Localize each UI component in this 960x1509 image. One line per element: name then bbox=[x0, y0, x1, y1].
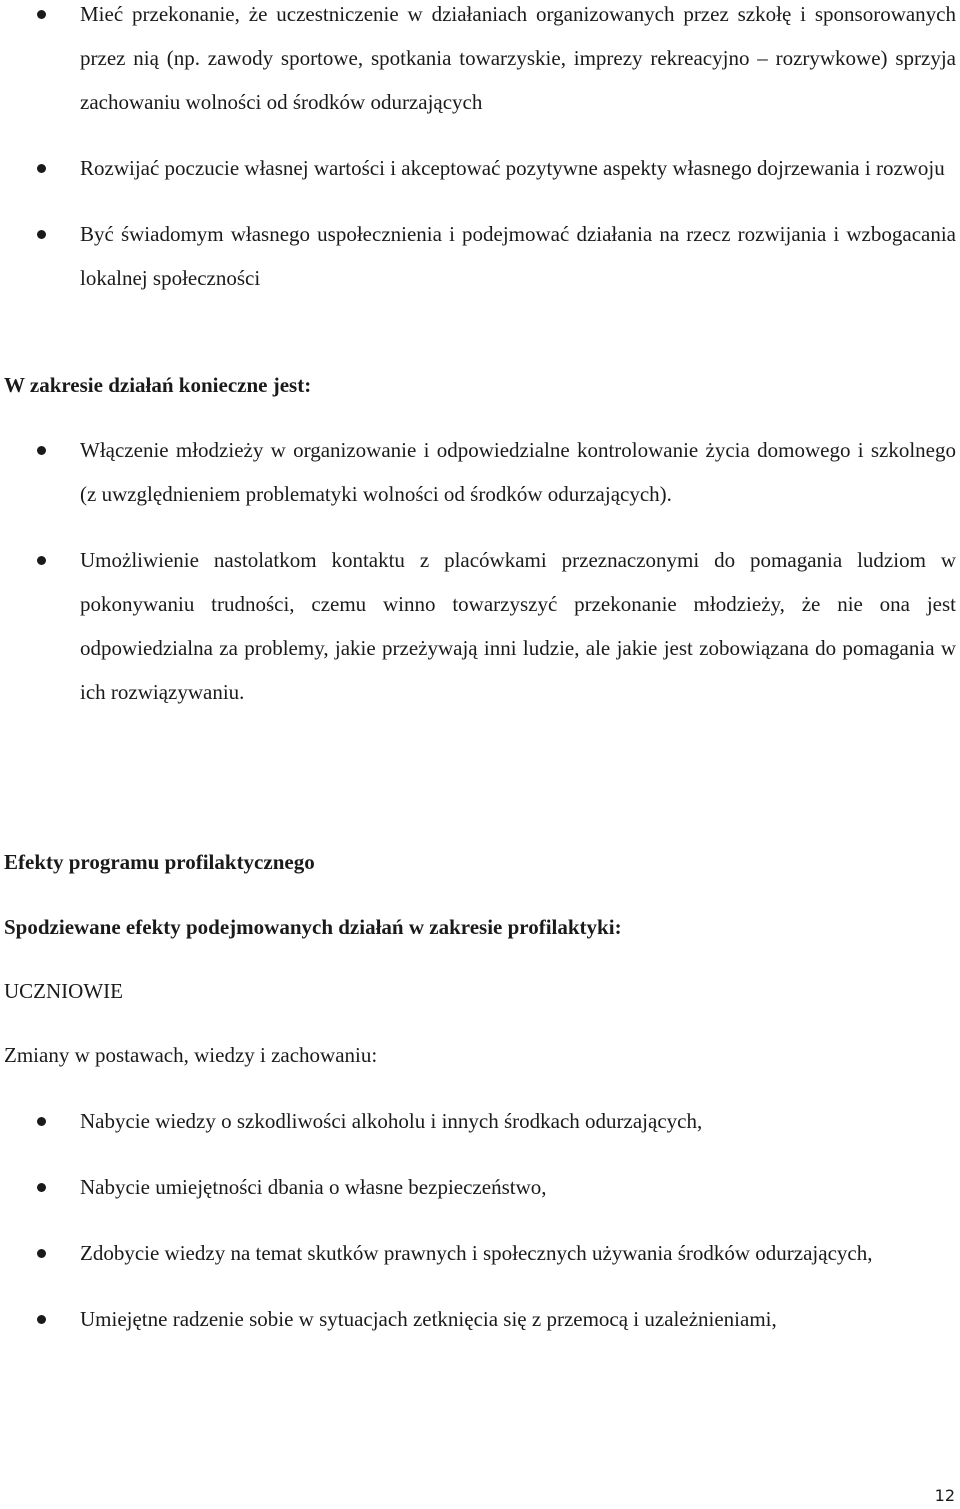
group-label-changes: Zmiany w postawach, wiedzy i zachowaniu: bbox=[4, 1043, 378, 1067]
bullet-icon bbox=[37, 1117, 46, 1126]
list-item-text: Umożliwienie nastolatkom kontaktu z placówkami przeznaczonymi do pomagania ludziom w pokonywaniu trudności, czemu winno towarzyszyć przekonanie młodzieży, że nie ona jest odpowiedzialna za problemy, jakie przeżywają inni ludzie, ale jakie jest zobowiązana do pomagania w ich rozwiązywaniu. bbox=[80, 548, 956, 704]
list-item bbox=[0, 212, 960, 300]
list-item bbox=[0, 538, 960, 714]
bullet-icon bbox=[37, 446, 46, 455]
list-item-text: Mieć przekonanie, że uczestniczenie w działaniach organizowanych przez szkołę i sponsorowanych przez nią (np. zawody sportowe, spotkania towarzyskie, imprezy rekreacyjno – rozrywkowe) sprzyja zachowaniu wolności od środków odurzających bbox=[80, 2, 956, 114]
group-label-students: UCZNIOWIE bbox=[4, 979, 123, 1003]
section-heading-effects: Efekty programu profilaktycznego bbox=[4, 850, 315, 874]
list-item bbox=[0, 1231, 960, 1275]
list-item-text: Zdobycie wiedzy na temat skutków prawnych i społecznych używania środków odurzających, bbox=[80, 1241, 873, 1265]
bullet-icon bbox=[37, 1249, 46, 1258]
bullet-icon bbox=[37, 10, 46, 19]
list-item-text: Umiejętne radzenie sobie w sytuacjach zetknięcia się z przemocą i uzależnieniami, bbox=[80, 1307, 777, 1331]
section-heading-actions: W zakresie działań konieczne jest: bbox=[4, 373, 312, 397]
bullet-list-attitudes bbox=[0, 0, 960, 300]
page-number: 12 bbox=[934, 1486, 955, 1505]
list-item-text: Nabycie umiejętności dbania o własne bezpieczeństwo, bbox=[80, 1175, 547, 1199]
bullet-icon bbox=[37, 1183, 46, 1192]
list-item bbox=[0, 146, 960, 190]
bullet-icon bbox=[37, 164, 46, 173]
list-item-text: Być świadomym własnego uspołecznienia i podejmować działania na rzecz rozwijania i wzbogacania lokalnej społeczności bbox=[80, 222, 956, 290]
bullet-icon bbox=[37, 556, 46, 565]
bullet-list-effects bbox=[0, 1099, 960, 1341]
list-item bbox=[0, 1099, 960, 1143]
list-item bbox=[0, 1165, 960, 1209]
list-item-text: Włączenie młodzieży w organizowanie i odpowiedzialne kontrolowanie życia domowego i szkolnego (z uwzględnieniem problematyki wolności od środków odurzających). bbox=[80, 438, 956, 506]
bullet-icon bbox=[37, 1315, 46, 1324]
list-item-text: Rozwijać poczucie własnej wartości i akceptować pozytywne aspekty własnego dojrzewania i rozwoju bbox=[80, 156, 945, 180]
list-item-text: Nabycie wiedzy o szkodliwości alkoholu i innych środkach odurzających, bbox=[80, 1109, 703, 1133]
section-heading-expected-effects: Spodziewane efekty podejmowanych działań w zakresie profilaktyki: bbox=[4, 915, 622, 939]
list-item bbox=[0, 0, 960, 124]
list-item bbox=[0, 428, 960, 516]
list-item bbox=[0, 1297, 960, 1341]
bullet-list-actions bbox=[0, 428, 960, 714]
bullet-icon bbox=[37, 230, 46, 239]
